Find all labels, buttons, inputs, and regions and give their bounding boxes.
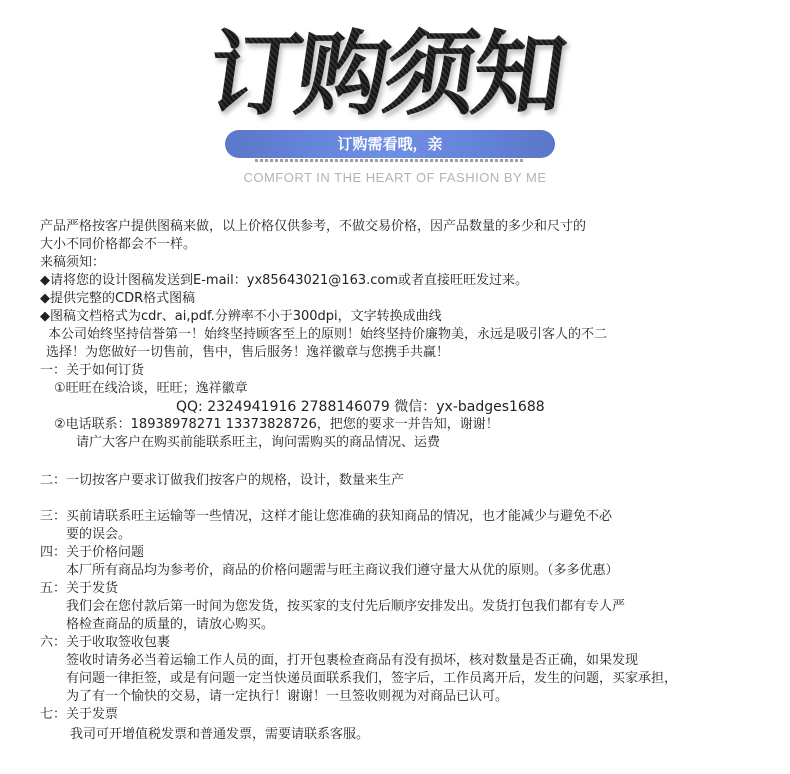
- intro-line-2: 大小不同价格都会不一样。: [40, 237, 197, 252]
- section-4-heading: 四：关于价格问题: [40, 545, 145, 560]
- section-4-line-1: 本厂所有商品均为参考价，商品的价格问题需与旺主商议我们遵守量大从优的原则。（多多优惠）: [66, 563, 619, 578]
- section-3-line-2: 要的误会。: [66, 527, 132, 542]
- section-5-heading: 五：关于发货: [40, 581, 119, 596]
- decorative-divider: [255, 159, 525, 162]
- section-6-line-1: 签收时请务必当着运输工作人员的面，打开包裹检查商品有没有损坏，核对数量是否正确，如果发现: [66, 653, 639, 668]
- section-1-line-2: ②电话联系：18938978271 13373828726，把您的要求一并告知，谢谢！: [54, 417, 499, 432]
- bullet-email: ◆请将您的设计图稿发送到E-mail：yx85643021@163.com或者直接旺旺发过来。: [40, 273, 529, 288]
- section-6-heading: 六：关于收取签收包裹: [40, 635, 171, 650]
- subtitle-pill: 订购需看哦，亲: [225, 130, 555, 158]
- section-1-qq: QQ: 2324941916 2788146079 微信：yx-badges1688: [176, 399, 545, 415]
- section-6-line-2: 有问题一律拒签，或是有问题一定当快递员面联系我们，签字后，工作员离开后，发生的问题，买家承担，: [66, 671, 678, 686]
- section-1-line-3: 请广大客户在购买前能联系旺主，询问需购买的商品情况、运费: [76, 435, 441, 450]
- notice-heading: 来稿须知：: [40, 255, 106, 270]
- promise-line-1: 本公司始终坚持信誉第一！始终坚持顾客至上的原则！始终坚持价廉物美，永远是吸引客人的不二: [48, 327, 608, 342]
- section-5-line-2: 格检查商品的质量的，请放心购买。: [66, 617, 275, 632]
- section-1-heading: 一：关于如何订货: [40, 363, 145, 378]
- intro-line-1: 产品严格按客户提供图稿来做，以上价格仅供参考，不做交易价格，因产品数量的多少和尺寸的: [40, 219, 587, 234]
- tagline: COMFORT IN THE HEART OF FASHION BY ME: [243, 170, 547, 185]
- bullet-format: ◆图稿文档格式为cdr、ai,pdf.分辨率不小于300dpi，文字转换成曲线: [40, 309, 442, 324]
- header-banner: [0, 0, 790, 200]
- bullet-cdr: ◆提供完整的CDR格式图稿: [40, 291, 196, 306]
- section-2: 二：一切按客户要求订做我们按客户的规格，设计，数量来生产: [40, 473, 405, 488]
- page-title: 订购须知: [197, 20, 572, 130]
- section-1-line-1: ①旺旺在线洽谈，旺旺；逸祥徽章: [54, 381, 248, 396]
- section-5-line-1: 我们会在您付款后第一时间为您发货，按买家的支付先后顺序安排发出。发货打包我们都有专人严: [66, 599, 626, 614]
- section-7-heading: 七：关于发票: [40, 707, 119, 722]
- section-6-line-3: 为了有一个愉快的交易，请一定执行！谢谢！一旦签收则视为对商品已认可。: [66, 689, 509, 704]
- section-7-line-1: 我司可开增值税发票和普通发票，需要请联系客服。: [70, 727, 370, 742]
- section-3-line-1: 三：买前请联系旺主运输等一些情况，这样才能让您准确的获知商品的情况，也才能减少与避免不必: [40, 509, 613, 524]
- promise-line-2: 选择！为您做好一切售前，售中，售后服务！逸祥徽章与您携手共赢！: [46, 345, 450, 360]
